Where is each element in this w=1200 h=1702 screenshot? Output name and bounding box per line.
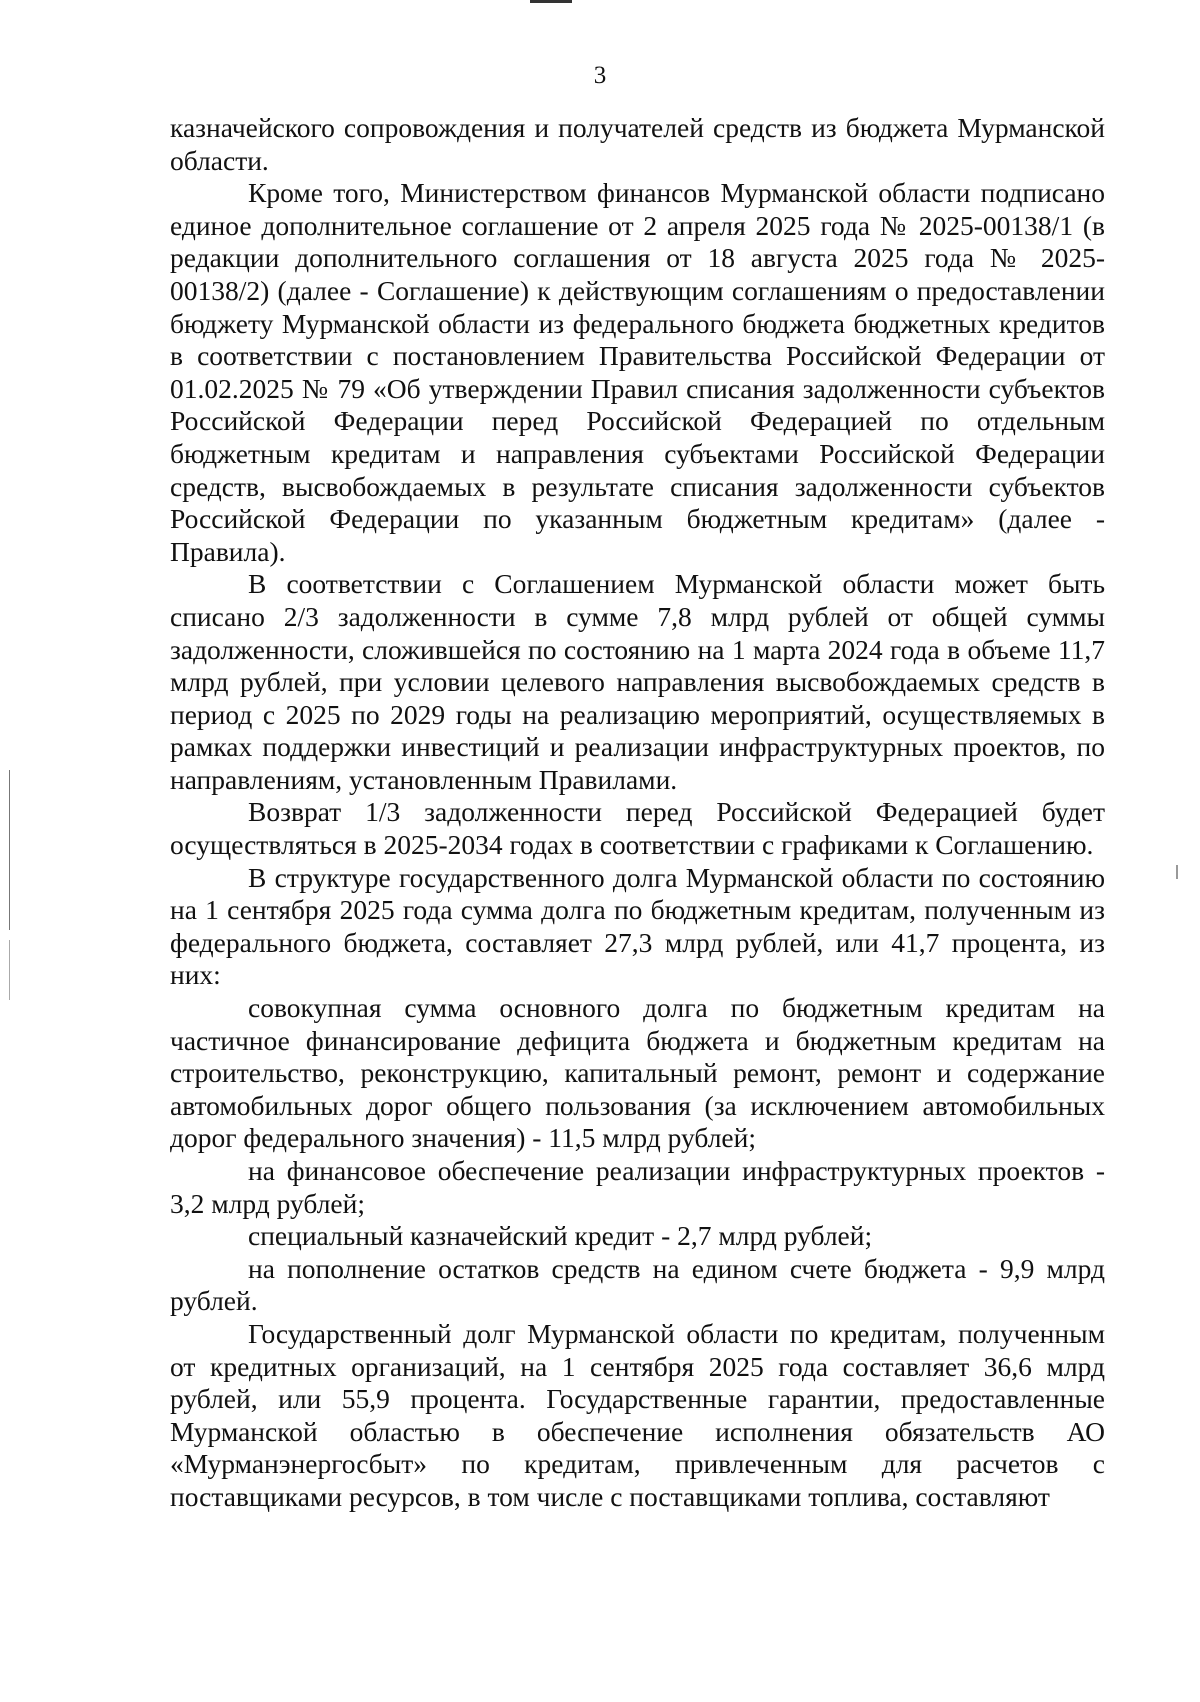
page-number: 3: [593, 62, 607, 89]
paragraph-debt-writeoff: В соответствии с Соглашением Мурманской области может быть списано 2/3 задолженности в сумме 7,8 млрд рублей от общей суммы задолженности, сложившейся по состоянию на 1 марта 2024 года в объеме 11,7 млрд рублей, при условии целевого направления высвобождаемых средств в период с 2025 по 2029 годы на реализацию мероприятий, осуществляемых в рамках поддержки инвестиций и реализации инфраструктурных проектов, по направлениям, установленным Правилами.: [170, 568, 1105, 795]
paragraph-debt-structure: В структуре государственного долга Мурманской области по состоянию на 1 сентября 2025 года сумма долга по бюджетным кредитам, полученным из федерального бюджета, составляет 27,3 млрд рублей, или 41,7 процента, из них:: [170, 861, 1105, 991]
scan-margin-mark: [1176, 865, 1178, 879]
paragraph-repayment: Возврат 1/3 задолженности перед Российской Федерацией будет осуществляться в 2025-2034 годах в соответствии с графиками к Соглашению.: [170, 796, 1105, 861]
scan-mark: [530, 0, 572, 3]
list-item-treasury-credit: специальный казначейский кредит - 2,7 млрд рублей;: [248, 1220, 873, 1252]
scan-margin-line: [9, 940, 10, 1000]
paragraph-agreement: Кроме того, Министерством финансов Мурманской области подписано единое дополнительное соглашение от 2 апреля 2025 года № 2025-00138/1 (в редакции дополнительного соглашения от 18 августа 2025 года № 2025-00138/2) (далее - Соглашение) к действующим соглашениям о предоставлении бюджету Мурманской области из федерального бюджета бюджетных кредитов в соответствии с постановлением Правительства Российской Федерации от 01.02.2025 № 79 «Об утверждении Правил списания задолженности субъектов Российской Федерации перед Российской Федерацией по отдельным бюджетным кредитам и направления субъектами Российской Федерации средств, высвобождаемых в результате списания задолженности субъектов Российской Федерации по указанным бюджетным кредитам» (далее - Правила).: [170, 177, 1105, 567]
document-body: [170, 112, 1105, 1514]
list-item-road-credits: совокупная сумма основного долга по бюджетным кредитам на частичное финансирование дефицита бюджета и бюджетным кредитам на строительство, реконструкцию, капитальный ремонт, ремонт и содержание автомобильных дорог общего пользования (за исключением автомобильных дорог федерального значения) - 11,5 млрд рублей;: [170, 992, 1105, 1154]
list-item-account-balance: на пополнение остатков средств на едином счете бюджета - 9,9 млрд рублей.: [170, 1252, 1105, 1317]
paragraph-commercial-loans: Государственный долг Мурманской области по кредитам, полученным от кредитных организаций, на 1 сентября 2025 года составляет 36,6 млрд рублей, или 55,9 процента. Государственные гарантии, предоставленные Мурманской областью в обеспечение исполнения обязательств АО «Мурманэнергосбыт» по кредитам, привлеченным для расчетов с поставщиками ресурсов, в том числе с поставщиками топлива, составляют: [170, 1317, 1105, 1512]
list-item-infrastructure: на финансовое обеспечение реализации инфраструктурных проектов - 3,2 млрд рублей;: [170, 1155, 1105, 1219]
scan-margin-line: [9, 770, 10, 930]
paragraph-continuation: казначейского сопровождения и получателей средств из бюджета Мурманской области.: [170, 112, 1105, 176]
